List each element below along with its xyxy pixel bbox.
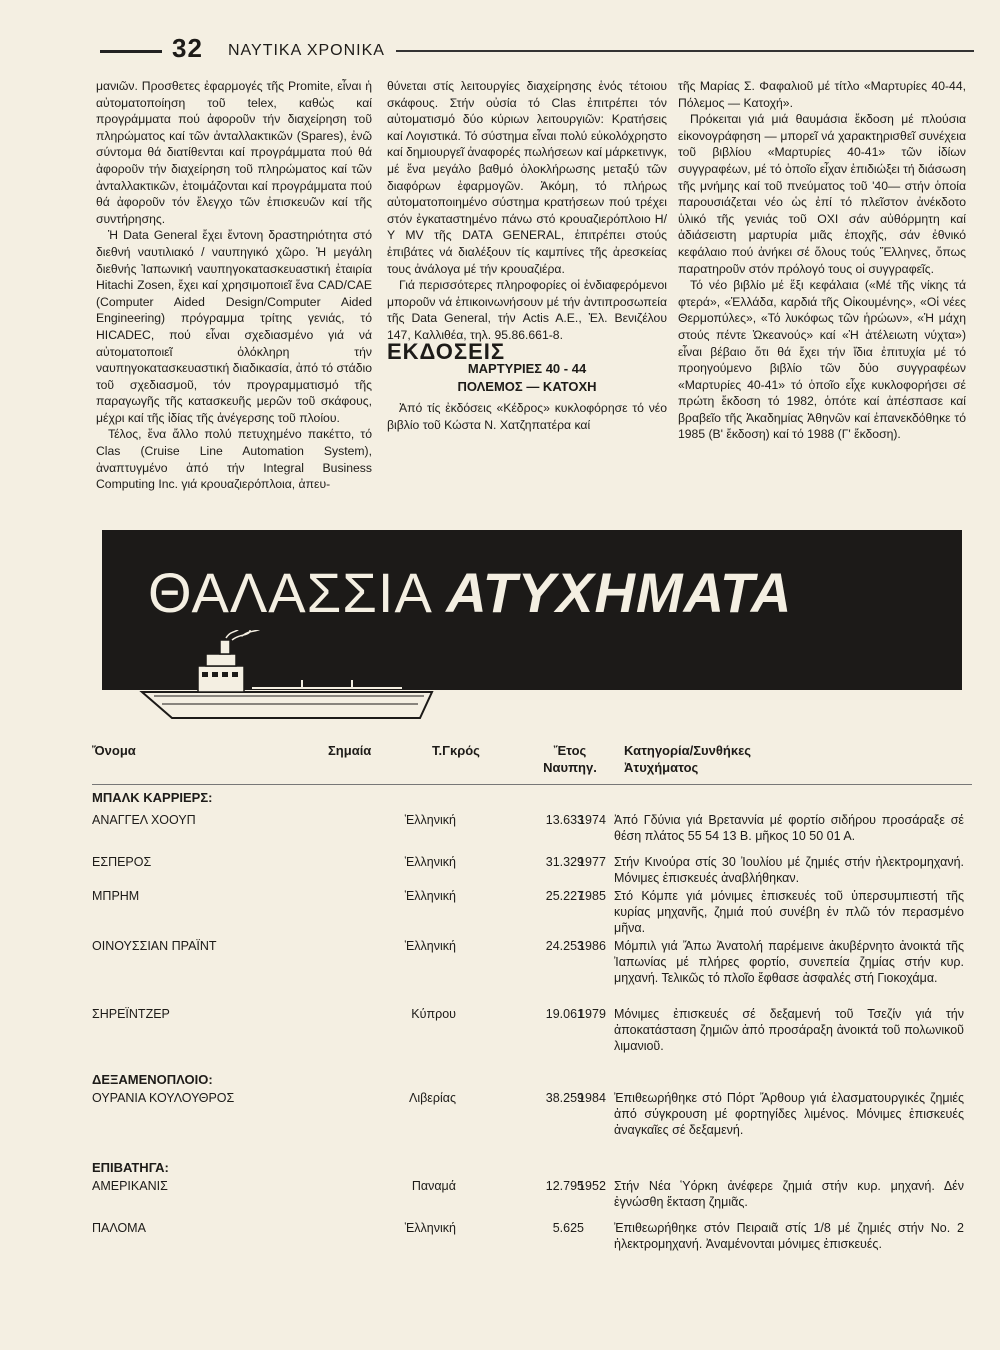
header-desc-line-2: Ἀτυχήματος [624,760,699,775]
banner-title [148,560,792,625]
accident-description: Στό Κόμπε γιά μόνιμες ἐπισκευές τοῦ ὑπερσυμπιεστή τῆς κυρίας μηχανῆς, ζημιά πού συνέβη ἐν πλῶ τόν περασμένο μῆνα. [614,889,964,935]
accident-description: Ἀπό Γδύνια γιά Βρεταννία μέ φορτίο σιδήρου προσάραξε σέ θέση πλάτος 55 54 13 Β. μῆκος 10 50 01 Α. [614,813,964,843]
ship-name: ΟΙΝΟΥΣΣΙΑΝ ΠΡΑΪΝΤ [92,939,217,953]
header-description [624,742,751,776]
accident-description: Ἐπιθεωρήθηκε στόν Πειραιᾶ στίς 1/8 μέ ζημιές στήν Νο. 2 ἠλεκτρομηχανή. Ἀναμένονται μόνιμες ἐπισκευές. [614,1221,964,1251]
category-bulk-carriers: ΜΠΑΛΚ ΚΑΡΡΙΕΡΣ: [92,790,213,805]
ship-tonnage: 24.253 [545,939,584,953]
header-year [530,742,610,776]
accident-description: Στήν Κινούρα στίς 30 Ἰουλίου μέ ζημιές στήν ἠλεκτρομηχανή. Μόνιμες ἐπισκευές ἀναβλήθηκαν. [614,855,964,885]
header-rule-left [100,50,162,53]
ship-flag: Ἑλληνική [404,855,456,869]
ship-flag: Ἑλληνική [404,939,456,953]
ship-flag: Λιβερίας [408,1091,456,1105]
ship-name: ΕΣΠΕΡΟΣ [92,855,152,869]
article-column-3 [678,78,966,443]
ship-tonnage: 19.061 [545,1007,584,1021]
ship-tonnage: 5.625 [552,1221,584,1235]
ship-tonnage: 31.329 [545,855,584,869]
header-flag: Σημαία [328,743,372,758]
page-number: 32 [172,33,203,63]
accident-description: Μόμπιλ γιά Ἄπω Ἀνατολή παρέμεινε ἀκυβέρνητο ἀνοικτά τῆς Ἰαπωνίας μέ πλήρες φορτίο, συνεπεία ζημίας στήν κυρ. μηχανή. Τελικῶς τό πλοῖο ἔφθασε ἀσφαλές στή Γιοκοχάμα. [614,939,964,985]
ship-flag: Παναμά [411,1179,456,1193]
paragraph: Ἡ Data General ἔχει ἔντονη δραστηριότητα στό διεθνή ναυτιλιακό / ναυπηγικό χῶρο. Ἡ μεγάλη διεθνής Ἰαπωνική ναυπηγοκατασκευαστική ἑταιρία Hitachi Zosen, ἔχει καί χρησιμοποιεῖ ἕνα CAD/CAE (Computer Aided Design/Computer Aided Engineering) πρόγραμμα τρίτης γενιάς, τό HICADEC, πού εἶναι σχεδιασμένο γιά νά αὐτοματοποιεῖ ὁλόκληρη τήν ναυπηγοκατασκευαστική διαδικασία, ἀπό τό στάδιο τοῦ σχεδιασμοῦ, τόν προγραμματισμό τῆς παραγωγῆς τῆς κατασκευῆς μερῶν τοῦ σκάφους, μέχρι καί τῆς ἰδίας τῆς ἀνέγερσης τοῦ πλοίου. [96,228,372,425]
ship-flag: Ἑλληνική [404,889,456,903]
paragraph: θύνεται στίς λειτουργίες διαχείρησης ἑνός τέτοιου σκάφους. Στήν οὐσία τό Clas ἐπιτρέπει τόν αὐτοματισμό δύο κύριων λειτουργιῶν: Κρατήσεις καί Λογιστικά. Τό σύστημα εἶναι πολύ εὐκολόχρηστο καί δημιουργεῖ ἀναφορές πωλήσεων καί μάρκετινγκ, μέ ἕνα μεγάλο βαθμό ὁλοκλήρωσης μεταξύ τῶν διαφόρων ἐφαρμογῶν. Ἀκόμη, τό πλήρως αὐτοματοποιημένο σύστημα κρατήσεων πού τρέχει στόν ἐγκαταστημένο πάνω στό κρουαζιερόπλοιο Η/Υ ΜV τῆς DATA GENERAL, ἐπιτρέπει στούς ἐπιβάτες νά διαλέξουν τίς καμπίνες τῆς ἀρεσκείας τους ἀνάλογα μέ τήν κρουαζιέρα. [387,79,668,276]
header-year-line-1: Ἔτος [553,743,587,758]
article-column-1 [96,78,372,493]
paragraph: Τέλος, ἕνα ἄλλο πολύ πετυχημένο πακέττο, τό Clas (Cruise Line Automation System), ἀναπτυγμένο ἀπό τήν Integral Business Computing Inc. γιά κρουαζιερόπλοια, ἀπευ- [96,427,372,492]
paragraph: Ἀπό τίς ἐκδόσεις «Κέδρος» κυκλοφόρησε τό νέο βιβλίο τοῦ Κώστα Ν. Χατζηπατέρα καί [387,401,667,432]
ship-name: ΑΝΑΓΓΕΛ ΧΟΟΥΠ [92,813,196,827]
ship-flag: Ἑλληνική [404,1221,456,1235]
ship-name: ΑΜΕΡΙΚΑΝΙΣ [92,1179,168,1193]
category-tanker: ΔΕΞΑΜΕΝΟΠΛΟΙΟ: [92,1072,213,1087]
table-header-rule [92,784,972,785]
header-rule-right [396,50,974,52]
accident-description: Μόνιμες ἐπισκευές σέ δεξαμενή τοῦ Τσεζίν γιά τήν ἀποκατάσταση ζημιῶν ἀπό προσάραξη ἀνοικτά τοῦ πολωνικοῦ λιμανιοῦ. [614,1007,964,1053]
header-desc-line-1: Κατηγορία/Συνθήκες [624,743,751,758]
magazine-title: ΝΑΥΤΙΚΑ ΧΡΟΝΙΚΑ [228,42,385,59]
ship-tonnage: 25.227 [545,889,584,903]
paragraph: τῆς Μαρίας Σ. Φαφαλιοῦ μέ τίτλο «Μαρτυρίες 40-44, Πόλεμος — Κατοχή». [678,79,966,110]
header-tonnage: Τ.Γκρός [432,743,480,758]
ship-year: 1986 [578,939,606,953]
ship-flag: Ἑλληνική [404,813,456,827]
ship-year: 1985 [578,889,606,903]
ship-year: 1979 [578,1007,606,1021]
paragraph: Πρόκειται γιά μιά θαυμάσια ἔκδοση μέ πλούσια εἰκονογράφηση — μπορεῖ νά χαρακτηρισθεῖ συνέχεια τοῦ βιβλίου «Μαρτυρίες 40-41» τῶν ἰδίων συγγραφέων, μέ τό ὁποῖο εἶχαν ἐπιδιώξει τή διάσωση τῆς μνήμης καί τοῦ πνεύματος τοῦ '40— στήν ὁποία παρουσιάζεται νέο ὡς ἐπί τό πλεῖστον ἀνέκδοτο ὑλικό τῆς γενιάς τοῦ ΟΧΙ σάν αὐθόρμητη καί ἀδιάσειστη μαρτυρία μιᾶς ἐποχῆς, σάν ἐθνικό κεφάλαιο πού ἀνήκει σέ ὅλους τούς Ἕλληνες, ὅπως παρατηροῦν στόν πρόλογό τους οἱ συγγραφεῖς. [678,112,966,276]
header-year-line-2: Ναυπηγ. [543,760,597,775]
article-column-2 [387,78,667,433]
ship-year: 1952 [578,1179,606,1193]
book-title-line-2: ΠΟΛΕΜΟΣ — ΚΑΤΟΧΗ [457,379,597,395]
header-name: Ὄνομα [92,743,136,758]
ship-year: 1984 [578,1091,606,1105]
ship-flag: Κύπρου [411,1007,456,1021]
accident-description: Ἐπιθεωρήθηκε στό Πόρτ Ἄρθουρ γιά ἐλασματουργικές ζημιές ἀπό σύγκρουση μέ φορτηγίδες λιμένος. Μόνιμες ἐπισκευές ἀναγκαῖες σέ δεξαμενή. [614,1091,964,1137]
ship-name: ΣΗΡΕΪΝΤΖΕΡ [92,1007,170,1021]
book-title-line-1: ΜΑΡΤΥΡΙΕΣ 40 - 44 [467,361,587,377]
ship-name: ΜΠΡΗΜ [92,889,140,903]
paragraph: Τό νέο βιβλίο μέ ἕξι κεφάλαια («Μέ τῆς νίκης τά φτερά», «Ἑλλάδα, καρδιά τῆς Οἰκουμένης», «Οἱ νέες Θερμοπύλες», «Τό λυκόφως τῶν ἡρώων», «Ἡ μάχη στούς πέντε Ὠκεανούς» καί «Ἡ ἀτέλειωτη νύχτα») εἶναι βέβαιο ὅτι θά ἔχει τήν ἴδια ἐπιτυχία μέ τό προηγούμενο βιβλίο τῶν δύο συγγραφέων «Μαρτυρίες 40-41» τό ὁποῖο εἶχε κυκλοφορήσει σέ πρώτη ἔκδοση τό 1982, ὁπότε καί ἀπέσπασε καί βραβεῖο τῆς Ἀκαδημίας Ἀθηνῶν καί ἐπανεκδόθηκε τό 1985 (Β' ἔκδοση) καί τό 1988 (Γ' ἔκδοση). [678,278,966,442]
ship-tonnage: 12.795 [545,1179,584,1193]
ship-tonnage: 13.633 [545,813,584,827]
category-passenger: ΕΠΙΒΑΤΗΓΑ: [92,1160,169,1175]
ship-year: 1974 [578,813,606,827]
ship-year: 1977 [578,855,606,869]
banner-title-bold: ΑΤΥΧΗΜΑΤΑ [446,561,793,624]
ship-tonnage: 38.259 [545,1091,584,1105]
ship-name: ΟΥΡΑΝΙΑ ΚΟΥΛΟΥΘΡΟΣ [92,1091,235,1105]
ship-illustration-icon [102,630,462,730]
section-heading: ΕΚΔΟΣΕΙΣ [387,338,506,364]
accident-description: Στήν Νέα Ὑόρκη ἀνέφερε ζημιά στήν κυρ. μηχανή. Δέν ἐγνώσθη ἔκταση ζημιᾶς. [614,1179,964,1209]
ship-name: ΠΑΛΟΜΑ [92,1221,146,1235]
paragraph: Γιά περισσότερες πληροφορίες οἱ ἐνδιαφερόμενοι μποροῦν νά ἐπικοινωνήσουν μέ τήν ἀντιπροσωπεία τῆς Data General, τήν Actis A.E., Ἐλ. Βενιζέλου 147, Καλλιθέα, τηλ. 95.86.661-8. [387,278,667,342]
banner-title-thin: ΘΑΛΑΣΣΙΑ [148,561,430,624]
paragraph: μανιῶν. Προσθετες ἐφαρμογές τῆς Promite, εἶναι ἡ αὐτοματοποίηση τοῦ telex, καθὠς καί προγράμματα πού ἀφοροῦν τήν διαχείρηση τοῦ πληρώματος καί τῶν ἀνταλλακτικῶν (Spares), ἐνῶ σύντομα θά διατίθενται καί προγράμματα πού θά ἀφοροῦν τήν διαχείρηση τοῦ πληρώματος καί τῶν ἀνταλλακτικῶν, ἑτοιμάζονται καί προγράμματα πού θά ἀφοροῦν τόν ἔλεγχο τῶν ἐπισκευῶν καί τῆς συντήρησης. [96,79,372,226]
